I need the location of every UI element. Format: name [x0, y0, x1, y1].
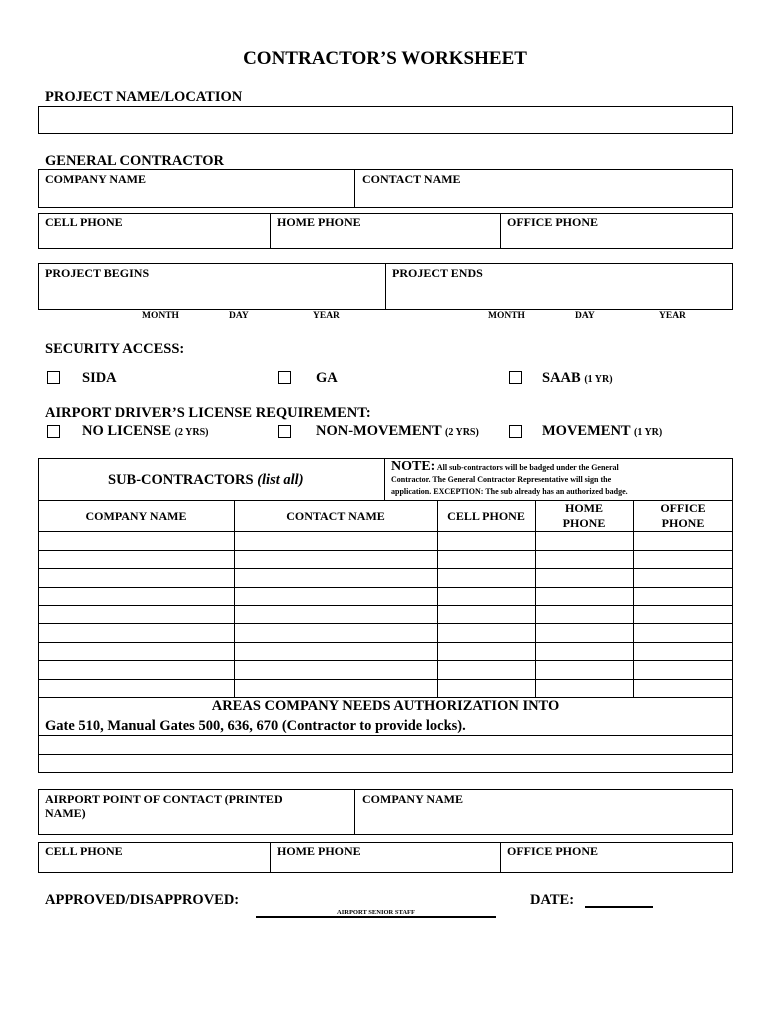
gc-company-name-field[interactable]	[39, 186, 353, 207]
airport-home-phone-label: HOME PHONE	[277, 844, 361, 858]
areas-field-row[interactable]	[39, 736, 732, 753]
no-license-label: NO LICENSE (2 YRS)	[82, 423, 209, 439]
saab-checkbox[interactable]	[509, 371, 522, 384]
date-label: DATE:	[530, 892, 575, 908]
note-label: NOTE:	[391, 459, 436, 474]
areas-line-1: Gate 510, Manual Gates 500, 636, 670 (Contractor to provide locks).	[45, 718, 466, 734]
subcontractor-row[interactable]	[39, 661, 732, 679]
subcontractor-row[interactable]	[39, 643, 732, 660]
project-begins-label: PROJECT BEGINS	[45, 266, 150, 280]
subcontractor-row[interactable]	[39, 606, 732, 623]
movement-checkbox[interactable]	[509, 425, 522, 438]
subcontractor-row[interactable]	[39, 588, 732, 605]
areas-heading: AREAS COMPANY NEEDS AUTHORIZATION INTO	[211, 698, 560, 714]
begins-month-label: MONTH	[142, 311, 179, 321]
no-license-duration: (2 YRS)	[174, 427, 209, 438]
airport-cell-phone-field[interactable]	[39, 859, 269, 872]
sida-checkbox[interactable]	[47, 371, 60, 384]
gc-contact-name-field[interactable]	[356, 186, 732, 207]
date-line[interactable]	[585, 894, 653, 908]
ends-day-label: DAY	[575, 311, 595, 321]
approved-disapproved-label: APPROVED/DISAPPROVED:	[45, 892, 240, 908]
airport-home-phone-field[interactable]	[271, 859, 499, 872]
project-name-location-field[interactable]	[38, 106, 733, 134]
divider	[384, 458, 385, 500]
subcontractor-row[interactable]	[39, 532, 732, 550]
sida-label: SIDA	[82, 370, 117, 386]
subcontractor-row[interactable]	[39, 551, 732, 568]
subcontractors-heading-note: (list all)	[257, 472, 304, 488]
project-name-location-label: PROJECT NAME/LOCATION	[45, 89, 243, 105]
begins-year-label: YEAR	[313, 311, 340, 321]
gc-contact-name-label: CONTACT NAME	[362, 172, 461, 186]
col-home-phone: HOME PHONE	[562, 501, 606, 530]
non-movement-duration: (2 YRS)	[445, 427, 479, 438]
gc-home-phone-label: HOME PHONE	[277, 215, 361, 229]
airport-cell-phone-label: CELL PHONE	[45, 844, 123, 858]
col-company-name: COMPANY NAME	[85, 509, 187, 523]
gc-cell-phone-field[interactable]	[39, 230, 269, 248]
page-title: CONTRACTOR’S WORKSHEET	[243, 48, 527, 69]
areas-field-row[interactable]	[39, 755, 732, 772]
saab-duration: (1 YR)	[584, 374, 613, 385]
airport-company-name-label: COMPANY NAME	[362, 792, 463, 806]
airport-office-phone-field[interactable]	[501, 859, 732, 872]
ga-label: GA	[316, 370, 338, 386]
subcontractor-row[interactable]	[39, 680, 732, 697]
project-begins-field[interactable]	[39, 282, 384, 309]
ends-year-label: YEAR	[659, 311, 686, 321]
divider	[38, 500, 733, 501]
subcontractor-row[interactable]	[39, 624, 732, 642]
gc-office-phone-label: OFFICE PHONE	[507, 215, 599, 229]
airport-poc-field[interactable]	[39, 820, 353, 834]
col-cell-phone: CELL PHONE	[447, 509, 525, 523]
ga-checkbox[interactable]	[278, 371, 291, 384]
movement-duration: (1 YR)	[633, 427, 663, 438]
airport-company-name-field[interactable]	[356, 808, 732, 834]
col-contact-name: CONTACT NAME	[286, 509, 385, 523]
airport-senior-staff-label: AIRPORT SENIOR STAFF	[337, 909, 415, 916]
begins-day-label: DAY	[229, 311, 249, 321]
subcontractors-note	[391, 461, 731, 498]
gc-home-phone-field[interactable]	[271, 230, 499, 248]
airport-poc-label: AIRPORT POINT OF CONTACT (PRINTED NAME)	[45, 792, 283, 820]
ends-month-label: MONTH	[488, 311, 525, 321]
general-contractor-heading: GENERAL CONTRACTOR	[45, 153, 224, 169]
project-ends-field[interactable]	[386, 282, 732, 309]
gc-office-phone-field[interactable]	[501, 230, 732, 248]
note-line-3: application. EXCEPTION: The sub already has an authorized badge.	[391, 487, 628, 496]
col-office-phone: OFFICE PHONE	[660, 501, 706, 530]
gc-company-name-label: COMPANY NAME	[45, 172, 146, 186]
non-movement-label: NON-MOVEMENT (2 YRS)	[316, 423, 479, 439]
note-line-2: Contractor. The General Contractor Representative will sign the	[391, 475, 612, 484]
non-movement-checkbox[interactable]	[278, 425, 291, 438]
divider	[354, 169, 355, 208]
security-access-heading: SECURITY ACCESS:	[45, 341, 185, 357]
airport-office-phone-label: OFFICE PHONE	[507, 844, 599, 858]
divider	[354, 789, 355, 835]
note-line-1: All sub-contractors will be badged under the General	[436, 463, 619, 472]
license-requirement-heading: AIRPORT DRIVER’S LICENSE REQUIREMENT:	[45, 405, 371, 421]
subcontractor-row[interactable]	[39, 569, 732, 587]
gc-cell-phone-label: CELL PHONE	[45, 215, 123, 229]
no-license-checkbox[interactable]	[47, 425, 60, 438]
subcontractors-heading: SUB-CONTRACTORS (list all)	[108, 472, 304, 488]
movement-label: MOVEMENT (1 YR)	[542, 423, 663, 439]
project-ends-label: PROJECT ENDS	[392, 266, 483, 280]
saab-label: SAAB (1 YR)	[542, 370, 613, 386]
